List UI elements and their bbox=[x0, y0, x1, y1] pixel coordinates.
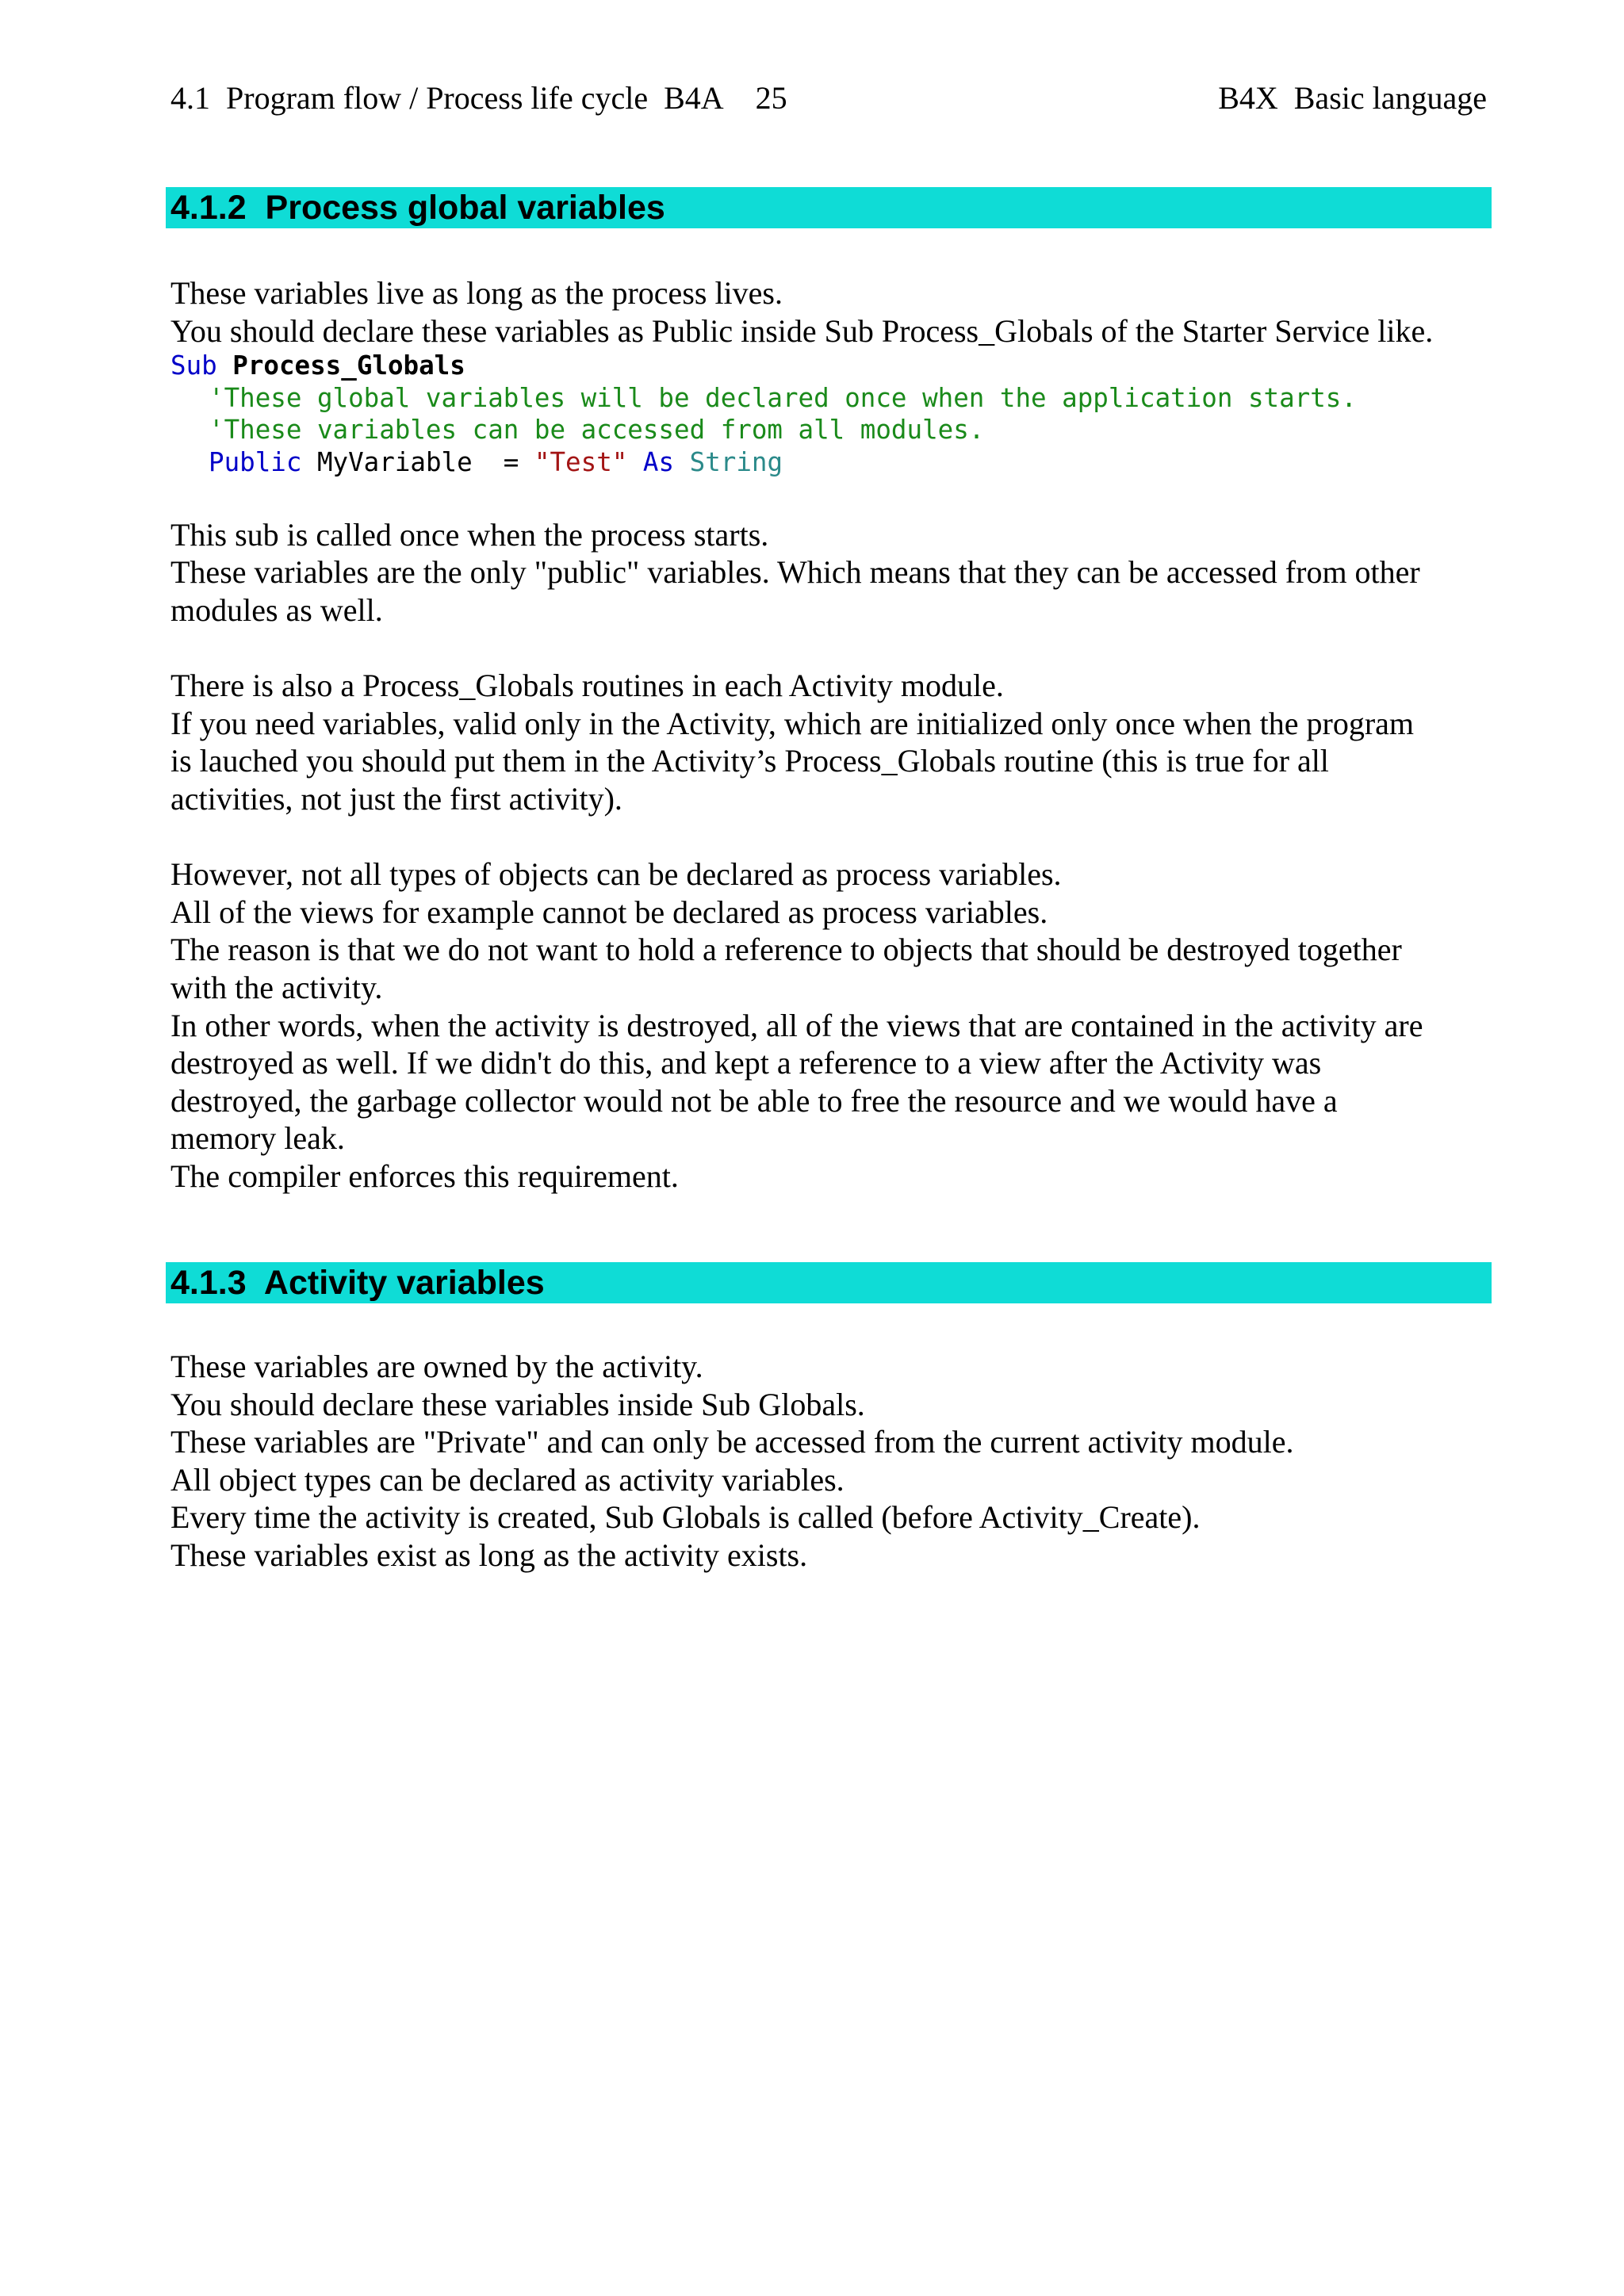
paragraph-line: There is also a Process_Globals routines in each Activity module. bbox=[170, 668, 1004, 704]
code-keyword: Public bbox=[209, 446, 302, 477]
paragraph-line: In other words, when the activity is destroyed, all of the views that are contained in the activity are bbox=[170, 1007, 1423, 1043]
paragraph-line: You should declare these variables as Public inside Sub Process_Globals of the Starter Service like. bbox=[170, 312, 1434, 349]
paragraph-line: All of the views for example cannot be declared as process variables. bbox=[170, 894, 1048, 930]
paragraph-line: These variables live as long as the process lives. bbox=[170, 275, 783, 311]
section-heading-process-globals bbox=[166, 187, 1492, 228]
paragraph-line: These variables are owned by the activity. bbox=[170, 1349, 703, 1384]
paragraph-line: is lauched you should put them in the Activity’s Process_Globals routine (this is true for all bbox=[170, 743, 1329, 779]
paragraph-line: destroyed as well. If we didn't do this, and kept a reference to a view after the Activity was bbox=[170, 1045, 1322, 1081]
paragraph-line: modules as well. bbox=[170, 591, 383, 628]
code-variable: MyVariable = bbox=[316, 446, 534, 477]
section-heading-activity-variables bbox=[166, 1262, 1492, 1303]
paragraph-line: memory leak. bbox=[170, 1120, 345, 1157]
code-string: "Test" bbox=[534, 446, 628, 477]
code-type: String bbox=[689, 446, 783, 477]
section-heading-text: 4.1.2 Process global variables bbox=[170, 189, 665, 227]
code-sub-name: Process_Globals bbox=[232, 350, 465, 381]
paragraph-line: destroyed, the garbage collector would not be able to free the resource and we would have a bbox=[170, 1082, 1338, 1119]
header-left bbox=[170, 76, 787, 121]
page-header bbox=[170, 76, 1487, 121]
section-activity-variables-body bbox=[170, 1348, 1503, 1575]
paragraph-line: activities, not just the first activity). bbox=[170, 780, 622, 817]
code-line bbox=[170, 350, 1503, 382]
code-keyword: As bbox=[642, 446, 675, 477]
section-process-globals-body bbox=[170, 274, 1503, 1195]
paragraph-line: Every time the activity is created, Sub Globals is called (before Activity_Create). bbox=[170, 1499, 1201, 1536]
paragraph-line: with the activity. bbox=[170, 969, 383, 1005]
spacer bbox=[170, 818, 1503, 856]
code-comment: 'These global variables will be declared once when the application starts. bbox=[209, 382, 1357, 413]
paragraph-line: This sub is called once when the process starts. bbox=[170, 516, 769, 553]
paragraph-line: These variables are "Private" and can only be accessed from the current activity module. bbox=[170, 1424, 1294, 1460]
code-block bbox=[170, 350, 1503, 478]
header-book-title: B4X Basic language bbox=[1218, 80, 1487, 116]
code-keyword: Sub bbox=[170, 350, 217, 381]
paragraph-line: These variables exist as long as the activity exists. bbox=[170, 1536, 808, 1573]
code-line bbox=[170, 414, 1503, 446]
paragraph-line: If you need variables, valid only in the Activity, which are initialized only once when the program bbox=[170, 705, 1415, 741]
code-comment: 'These variables can be accessed from all modules. bbox=[209, 415, 985, 446]
paragraph-line: The compiler enforces this requirement. bbox=[170, 1158, 679, 1194]
paragraph-line: The reason is that we do not want to hold a reference to objects that should be destroyed together bbox=[170, 932, 1402, 968]
paragraph-line: These variables are the only "public" variables. Which means that they can be accessed from other bbox=[170, 554, 1420, 591]
code-line bbox=[170, 382, 1503, 415]
spacer bbox=[170, 629, 1503, 668]
code-line bbox=[170, 446, 1503, 479]
spacer bbox=[170, 478, 1503, 516]
paragraph-line: However, not all types of objects can be declared as process variables. bbox=[170, 856, 1062, 893]
section-heading-text: 4.1.3 Activity variables bbox=[170, 1264, 545, 1302]
paragraph-line: All object types can be declared as activity variables. bbox=[170, 1461, 845, 1498]
paragraph-line: You should declare these variables inside Sub Globals. bbox=[170, 1386, 865, 1422]
header-chapter: 4.1 Program flow / Process life cycle B4A bbox=[170, 80, 724, 116]
header-page-number: 25 bbox=[755, 80, 787, 116]
